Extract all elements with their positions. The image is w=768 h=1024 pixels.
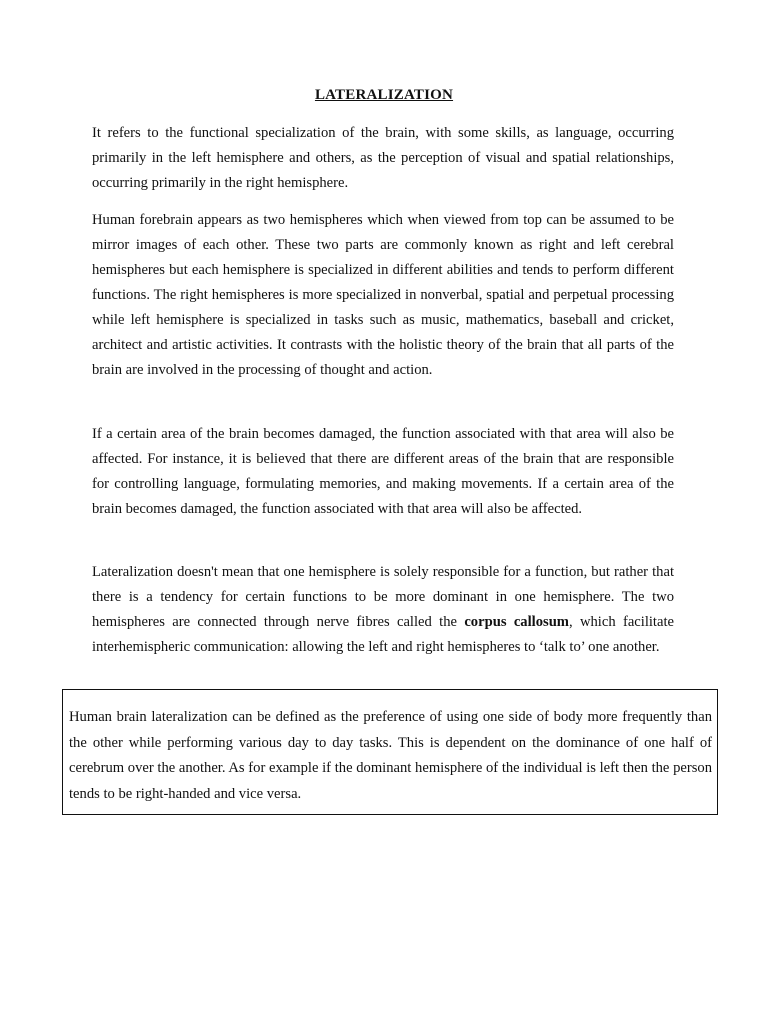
paragraph-damage: If a certain area of the brain becomes damaged, the function associated with that area will also be affected. For instance, it is believed that there are different areas of the brain that are responsible for controlling language, formulating memories, and making movements. If a certain area of the brain becomes damaged, the function associated with that area will also be affected. bbox=[92, 426, 674, 517]
paragraph-forebrain: Human forebrain appears as two hemispheres which when viewed from top can be assumed to be mirror images of each other. These two parts are commonly known as right and left cerebral hemispheres but each hemisphere is specialized in different abilities and tends to perform different functions. The right hemispheres is more specialized in nonverbal, spatial and perpetual processing while left hemisphere is specialized in tasks such as music, mathematics, baseball and cricket, architect and artistic activities. It contrasts with the holistic theory of the brain that all parts of the brain are involved in the processing of thought and action. bbox=[92, 212, 674, 378]
boxed-paragraph: Human brain lateralization can be defined as the preference of using one side of body more frequently than the other while performing various day to day tasks. This is dependent on the dominance of one half of cerebrum over the another. As for example if the dominant hemisphere of the individual is left then the person tends to be right-handed and vice versa. bbox=[69, 709, 712, 802]
bordered-text-box bbox=[62, 689, 718, 815]
paragraph-corpus-callosum bbox=[92, 560, 674, 660]
bold-term: corpus callosum bbox=[464, 614, 569, 630]
paragraph-text-end: , which facilitate interhemispheric communication: allowing the left and right hemispheres to ‘talk to’ one another. bbox=[92, 614, 674, 655]
page-title: LATERALIZATION bbox=[314, 87, 454, 103]
paragraph-text-start: Lateralization doesn't mean that one hemisphere is solely responsible for a function, but rather that there is a tendency for certain functions to be more dominant in one hemisphere. The two hemispheres are connected through nerve fibres called the bbox=[92, 564, 674, 630]
paragraph-definition: It refers to the functional specialization of the brain, with some skills, as language, occurring primarily in the left hemisphere and others, as the perception of visual and spatial relationships, occurring primarily in the right hemisphere. bbox=[92, 125, 674, 191]
